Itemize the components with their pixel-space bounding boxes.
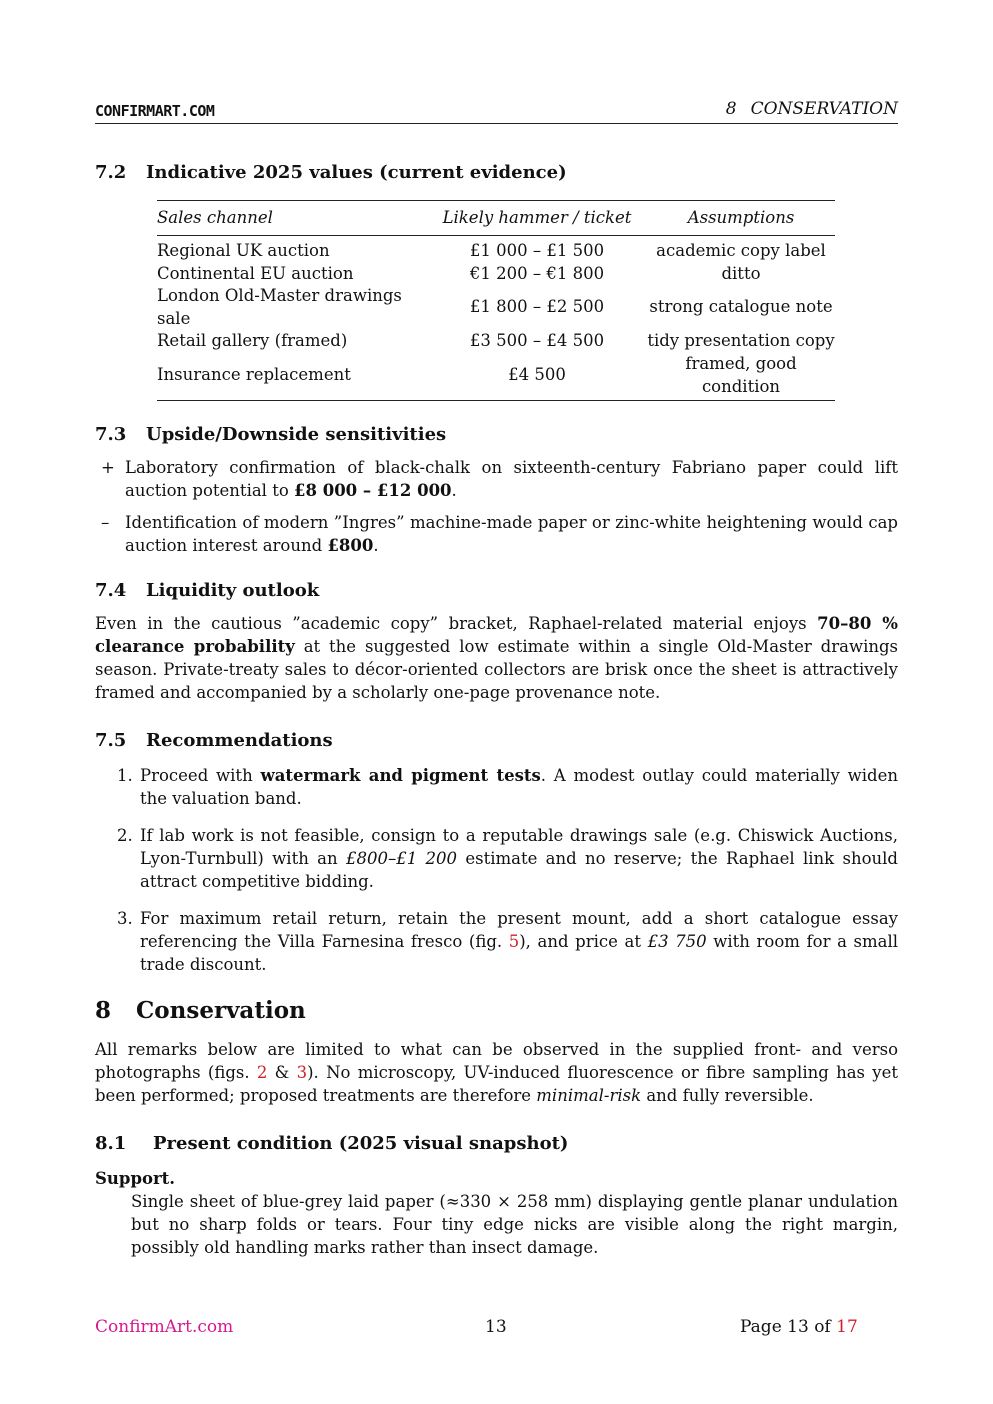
subsection-heading-8-1: 8.1 Present condition (2025 visual snapshot): [95, 1133, 569, 1155]
footer-site-link[interactable]: ConfirmArt.com: [95, 1317, 234, 1337]
running-section-name: CONSERVATION: [750, 99, 898, 119]
sensitivity-list: [95, 456, 898, 557]
figure-reference-link[interactable]: 5: [508, 932, 520, 952]
table-cell: £3 500 – £4 500: [469, 331, 605, 351]
values-table: [157, 200, 835, 401]
subsection-heading-7-2: 7.2 Indicative 2025 values (current evidence): [95, 162, 567, 183]
table-cell: £1 000 – £1 500: [469, 241, 605, 260]
condition-list: [95, 1167, 898, 1259]
column-header: Likely hammer / ticket: [427, 201, 647, 236]
figure-reference-link[interactable]: 3: [296, 1063, 308, 1083]
running-header: [95, 98, 898, 124]
table-cell: £4 500: [427, 353, 647, 401]
liquidity-paragraph: Even in the cautious ”academic copy” bracket, Raphael-related material enjoys 70–80 % clearance probability at the suggested low estimate within a single Old-Master drawings season. Private-treaty sales to décor-oriented collectors are brisk once the sheet is attractively framed and accompanied by a scholarly one-page provenance note.: [95, 614, 899, 703]
list-item-downside: – Identification of modern ”Ingres” machine-made paper or zinc-white heightening would cap auction interest around £800.: [101, 513, 898, 556]
document-page: [95, 0, 898, 1404]
subsection-heading-7-4: 7.4 Liquidity outlook: [95, 580, 320, 602]
table-row: [157, 236, 835, 263]
table-cell: academic copy label: [656, 241, 826, 260]
plus-icon: +: [101, 458, 115, 478]
section-heading-8: 8 Conservation: [95, 997, 306, 1025]
table-cell: framed, good condition: [647, 353, 835, 401]
total-pages-link[interactable]: 17: [836, 1317, 858, 1337]
table-row: [157, 285, 835, 330]
running-section-title: [726, 98, 898, 121]
conservation-intro: All remarks below are limited to what can be observed in the supplied front- and verso photographs (figs. 2 & 3). No microscopy, UV-induced fluorescence or fibre sampling has yet been performed; proposed treatments are therefore minimal-risk and fully reversible.: [95, 1040, 898, 1106]
table-cell: London Old-Master drawings sale: [157, 286, 402, 328]
column-header: Assumptions: [647, 201, 835, 236]
site-logo: CONFIRMART.COM: [95, 102, 215, 120]
footer-page-count: Page 13 of 17: [740, 1317, 858, 1337]
table-row: [157, 353, 835, 401]
condition-description: Single sheet of blue-grey laid paper (≈330 × 258 mm) displaying gentle planar undulation but no sharp folds or tears. Four tiny edge nicks are visible along the right margin, possibly old handling marks rather than insect damage.: [131, 1192, 898, 1258]
condition-term: Support.: [95, 1169, 176, 1189]
table-cell: Continental EU auction: [157, 263, 354, 283]
running-section-number: 8: [725, 99, 737, 119]
column-header: Sales channel: [157, 201, 427, 236]
table-cell: Insurance replacement: [157, 353, 427, 401]
table-cell: €1 200 – €1 800: [469, 263, 605, 283]
table-cell: ditto: [721, 263, 761, 283]
subsection-heading-7-3: 7.3 Upside/Downside sensitivities: [95, 424, 447, 446]
table-row: [157, 330, 835, 353]
table-cell: £1 800 – £2 500: [469, 297, 605, 317]
list-item: 1. Proceed with watermark and pigment tests. A modest outlay could materially widen the valuation band.: [117, 766, 899, 809]
list-item: 2. If lab work is not feasible, consign to a reputable drawings sale (e.g. Chiswick Auctions, Lyon-Turnbull) with an £800–£1 200 estimate and no reserve; the Raphael link should attract competitive bidding.: [117, 826, 898, 892]
subsection-heading-7-5: 7.5 Recommendations: [95, 730, 333, 752]
figure-reference-link[interactable]: 2: [256, 1063, 268, 1083]
table-cell: Regional UK auction: [157, 241, 330, 260]
recommendations-list: [95, 764, 898, 976]
table-cell: tidy presentation copy: [647, 331, 835, 351]
table-header-row: [157, 201, 835, 236]
main-content: [95, 160, 898, 1259]
footer-page-number: 13: [485, 1317, 507, 1337]
list-item-upside: + Laboratory confirmation of black-chalk on sixteenth-century Fabriano paper could lift auction potential to £8 000 – £12 000.: [101, 458, 898, 501]
minus-icon: –: [101, 513, 110, 533]
table-cell: Retail gallery (framed): [157, 331, 348, 351]
table-row: [157, 263, 835, 286]
list-item: 3. For maximum retail return, retain the present mount, add a short catalogue essay referencing the Villa Farnesina fresco (fig. 5), and price at £3 750 with room for a small trade discount.: [117, 909, 899, 975]
table-cell: strong catalogue note: [649, 297, 833, 317]
